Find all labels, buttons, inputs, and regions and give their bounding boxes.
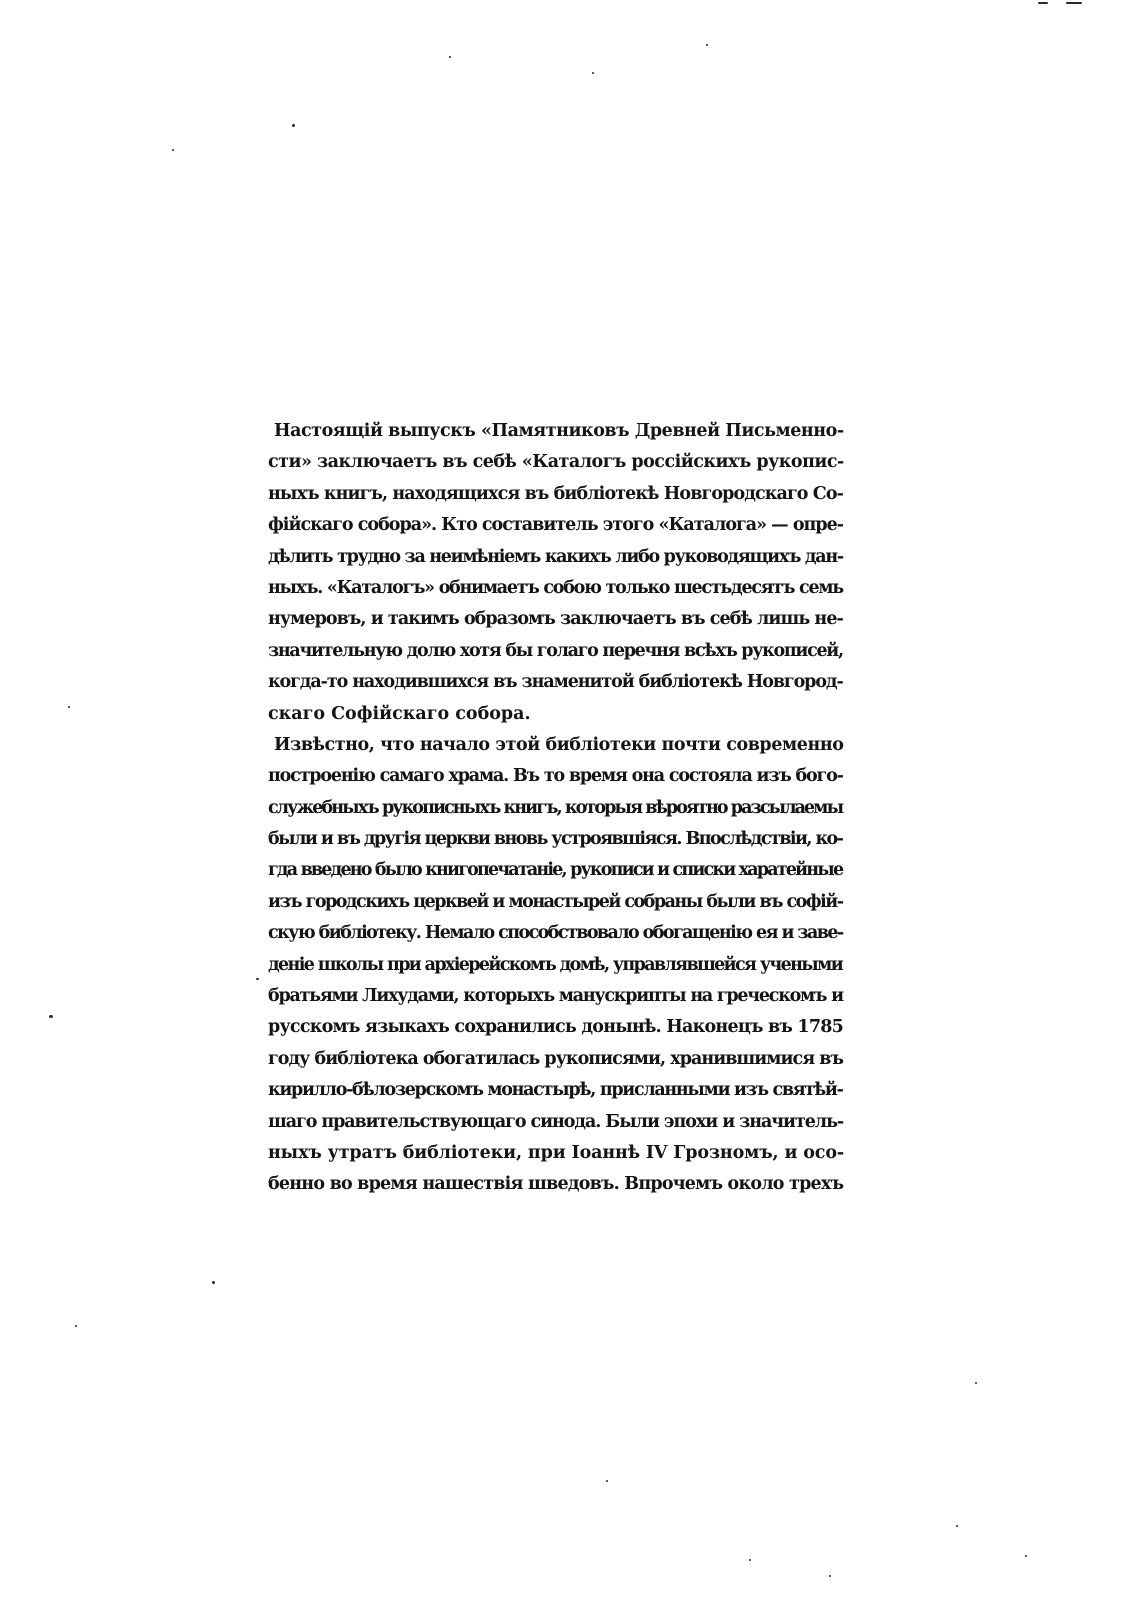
text-line: дѣлить трудно за неимѣніемъ какихъ либо руководящихъ дан- [268, 546, 843, 567]
text-line: ныхъ. «Каталогъ» обнимаетъ собою только шестьдесятъ семь [268, 577, 843, 598]
text-line: сти» заключаетъ въ себѣ «Каталогъ россійскихъ рукопис- [268, 452, 844, 473]
scan-speck [172, 149, 174, 151]
paragraph-1 [268, 416, 844, 730]
text-line: скаго Софійскаго собора. [268, 703, 531, 724]
text-line: ныхъ утратъ библіотеки, при Іоаннѣ IV Грозномъ, и осо- [268, 1142, 845, 1163]
text-line: когда-то находившихся въ знаменитой библіотекѣ Новгород- [268, 672, 843, 693]
text-line: построенію самаго храма. Въ то время она состояла изъ бого- [268, 766, 843, 787]
scan-speck [606, 1480, 608, 1482]
text-line: кирилло-бѣлозерскомъ монастырѣ, присланными изъ святѣй- [268, 1080, 843, 1101]
scan-speck [449, 56, 451, 58]
scan-speck [706, 44, 708, 46]
text-line: нумеровъ, и такимъ образомъ заключаетъ въ себѣ лишь не- [268, 609, 843, 630]
scan-speck [1025, 1555, 1027, 1557]
scan-speck [292, 124, 295, 127]
scan-speck [749, 1559, 751, 1561]
text-line: были и въ другія церкви вновь устроявшіяся. Впослѣдствіи, ко- [268, 829, 843, 850]
text-line: скую библіотеку. Немало способствовало обогащенію ея и заве- [268, 923, 843, 944]
body-text [268, 416, 844, 1201]
scan-speck [975, 1382, 977, 1384]
text-line: ныхъ книгъ, находящихся въ библіотекѣ Новгородскаго Со- [268, 483, 843, 504]
text-line: шаго правительствующаго синода. Были эпохи и значитель- [268, 1111, 844, 1132]
text-line: деніе школы при архіерейскомъ домѣ, управлявшейся учеными [268, 954, 843, 975]
scan-speck [956, 1525, 958, 1527]
text-line: фійскаго собора». Кто составитель этого «Каталога» — опре- [268, 515, 844, 536]
scan-speck [256, 978, 259, 980]
scan-speck [592, 72, 594, 74]
text-line: русскомъ языкахъ сохранились донынѣ. Наконецъ въ 1785 [268, 1017, 844, 1038]
text-line: Извѣстно, что начало этой библіотеки почти современно [274, 734, 844, 755]
text-line: гда введено было книгопечатаніе, рукописи и списки харатейные [268, 860, 843, 881]
paragraph-2 [268, 730, 844, 1201]
text-line: братьями Лихудами, которыхъ манускрипты на греческомъ и [268, 986, 843, 1007]
text-line: Настоящій выпускъ «Памятниковъ Древней Письменно- [274, 421, 844, 441]
scan-speck [829, 1575, 831, 1577]
text-line: бенно во время нашествія шведовъ. Впрочемъ около трехъ [268, 1174, 844, 1195]
text-line: году библіотека обогатилась рукописями, хранившимися въ [268, 1048, 843, 1069]
text-line: значительную долю хотя бы голаго перечня всѣхъ рукописей, [268, 640, 843, 661]
text-line: служебныхъ рукописныхъ книгъ, которыя вѣроятно разсылаемы [268, 797, 843, 818]
scan-speck [75, 1325, 77, 1327]
scan-speck [68, 706, 70, 708]
scan-speck [49, 1015, 53, 1018]
scan-speck [1066, 2, 1082, 4]
text-line: изъ городскихъ церквей и монастырей собраны были въ софій- [268, 891, 843, 912]
scan-speck [1038, 2, 1048, 4]
scan-speck [212, 1281, 215, 1284]
